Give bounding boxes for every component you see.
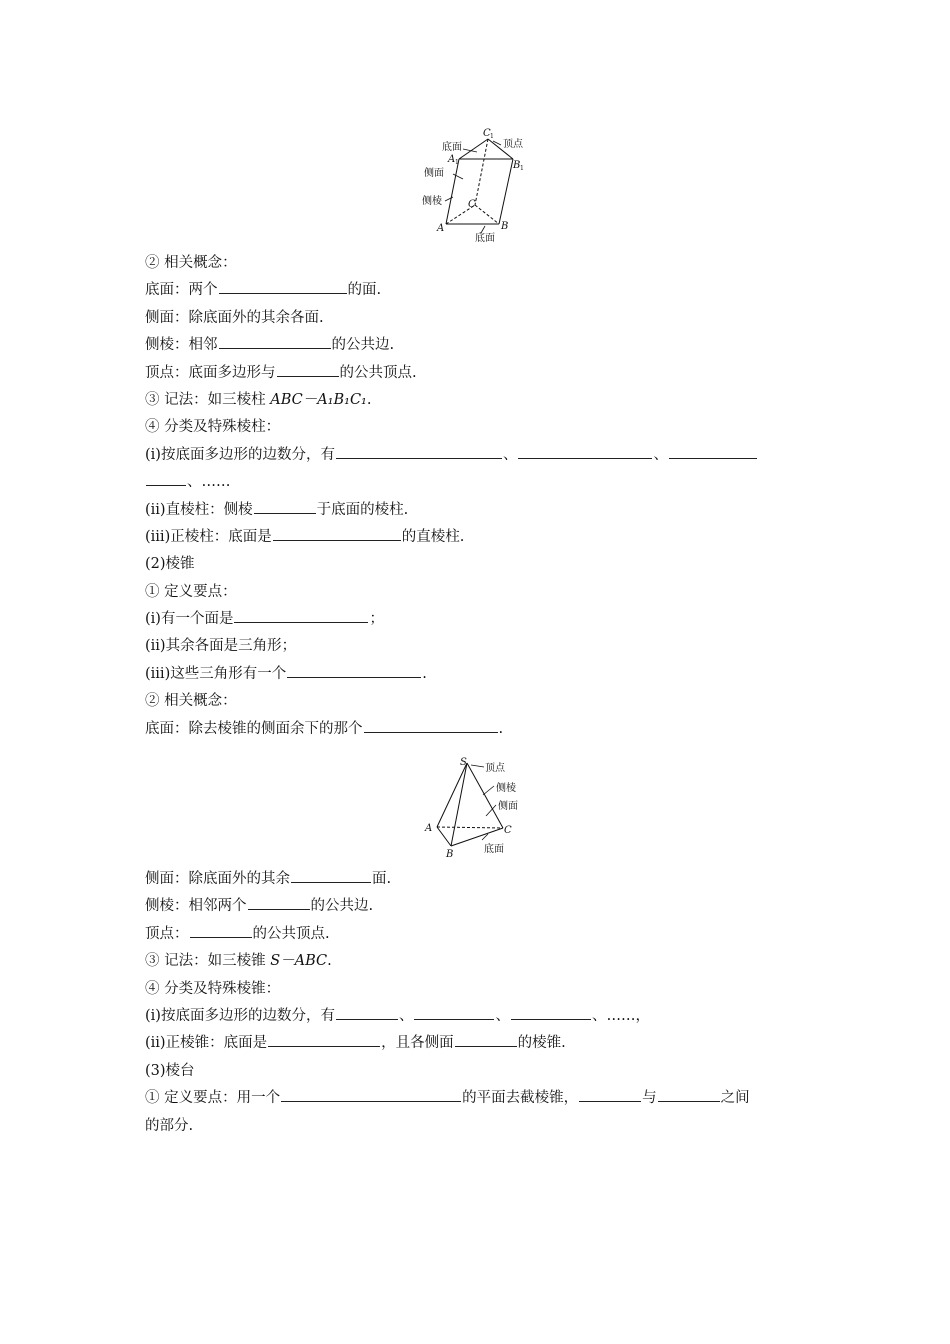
prism-c1-end: 、…… — [187, 474, 231, 491]
prism-edge-post: 的公共边. — [331, 337, 395, 354]
pyramid-d1-post: ； — [369, 611, 384, 628]
pyramid-label-lateral-edge: 侧棱 — [496, 783, 516, 794]
prism-label-lateral-edge: 侧棱 — [422, 196, 442, 207]
pyramid-d3-post: . — [422, 665, 427, 682]
prism-right-prism — [145, 497, 810, 524]
pyramid-title: (2)棱锥 — [145, 556, 195, 573]
answer-blank[interactable] — [455, 1032, 517, 1047]
pyramid-frustum-section — [145, 866, 810, 1140]
separator: 、 — [398, 1007, 414, 1024]
prism-edge-definition — [145, 332, 810, 359]
prism-point-a1: A — [448, 154, 456, 165]
prism-point-c1-sub: 1 — [490, 133, 494, 140]
separator: 、 — [653, 446, 668, 463]
prism-label-vertex: 顶点 — [503, 139, 523, 150]
pyramid-classify-by-sides — [145, 1003, 810, 1030]
pyramid-def-2: (ⅱ)其余各面是三角形； — [145, 638, 297, 655]
pyramid-base-definition — [145, 716, 810, 743]
prism-c2-pre: (ⅱ)直棱柱：侧棱 — [145, 501, 253, 518]
prism-notation-pre: ③ 记法：如三棱柱 — [145, 391, 271, 408]
pyramid-point-b: B — [446, 849, 454, 860]
pyramid-notation-post: . — [327, 953, 332, 970]
pyramid-diagram — [420, 755, 540, 861]
answer-blank[interactable] — [146, 471, 186, 486]
pyramid-regular — [145, 1030, 810, 1057]
prism-label-base-bottom: 底面 — [475, 233, 495, 244]
prism-c3-pre: (ⅲ)正棱柱：底面是 — [145, 528, 272, 545]
pyramid-figure — [420, 755, 540, 861]
answer-blank[interactable] — [219, 334, 331, 349]
prism-vertex-definition — [145, 360, 810, 387]
answer-blank[interactable] — [248, 895, 310, 910]
pyramid-notation-pre: ③ 记法：如三棱锥 — [145, 953, 271, 970]
pyramid-point-c: C — [504, 825, 512, 836]
prism-figure — [415, 125, 535, 247]
prism-vertex-pre: 顶点：底面多边形与 — [145, 364, 276, 381]
prism-point-b: B — [501, 221, 509, 232]
pyramid-label-base: 底面 — [484, 844, 504, 855]
answer-blank[interactable] — [291, 868, 371, 883]
pyramid-point-a: A — [425, 823, 433, 834]
answer-blank[interactable] — [287, 663, 421, 678]
pyramid-d3-pre: (ⅲ)这些三角形有一个 — [145, 665, 287, 682]
prism-base-post: 的面. — [347, 282, 382, 299]
pyramid-label-lateral-face: 侧面 — [498, 801, 518, 812]
pyramid-lateral-post: 面. — [372, 871, 392, 887]
pyramid-c2-post: 的棱锥. — [517, 1035, 566, 1052]
pyramid-classify-heading: ④ 分类及特殊棱锥： — [145, 980, 281, 997]
answer-blank[interactable] — [254, 499, 316, 514]
prism-label-base-top: 底面 — [442, 142, 462, 153]
prism-point-c: C — [468, 199, 476, 210]
prism-vertex-post: 的公共顶点. — [339, 364, 417, 381]
prism-c1-pre: (ⅰ)按底面多边形的边数分，有 — [145, 446, 335, 463]
pyramid-lateral-definition — [145, 866, 810, 893]
answer-blank[interactable] — [414, 1005, 494, 1020]
answer-blank[interactable] — [579, 1087, 641, 1102]
pyramid-edge-definition — [145, 893, 810, 920]
prism-concepts-heading: ② 相关概念： — [145, 255, 237, 271]
frustum-title: (3)棱台 — [145, 1062, 195, 1079]
prism-c3-post: 的直棱柱. — [401, 528, 465, 545]
prism-base-pre: 底面：两个 — [145, 282, 218, 299]
frustum-definition-cont: 的部分. — [145, 1117, 194, 1134]
prism-regular-prism — [145, 524, 810, 551]
separator: 、 — [502, 446, 518, 463]
pyramid-c2-mid: ，且各侧面 — [381, 1035, 454, 1052]
pyramid-point-s: S — [460, 757, 467, 768]
prism-edge-pre: 侧棱：相邻 — [145, 337, 218, 354]
pyramid-concepts-heading: ② 相关概念： — [145, 693, 237, 710]
prism-label-lateral-face: 侧面 — [424, 168, 444, 179]
frustum-def-mid: 的平面去截棱锥， — [462, 1090, 579, 1107]
pyramid-vertex-post: 的公共顶点. — [252, 925, 330, 942]
pyramid-base-post: . — [498, 720, 504, 737]
pyramid-edge-pre: 侧棱：相邻两个 — [145, 898, 247, 915]
answer-blank[interactable] — [219, 279, 347, 294]
prism-classify-by-sides — [145, 442, 810, 469]
prism-classify-heading: ④ 分类及特殊棱柱： — [145, 419, 281, 436]
pyramid-def-1 — [145, 606, 810, 633]
answer-blank[interactable] — [511, 1005, 591, 1020]
answer-blank[interactable] — [234, 608, 368, 623]
separator: 、 — [495, 1007, 510, 1024]
prism-notation — [145, 387, 810, 414]
answer-blank[interactable] — [190, 923, 252, 938]
pyramid-edge-post: 的公共边. — [310, 898, 374, 915]
answer-blank[interactable] — [364, 718, 498, 733]
answer-blank[interactable] — [658, 1087, 720, 1102]
pyramid-notation — [145, 948, 810, 975]
prism-classify-by-sides-cont — [145, 469, 810, 496]
pyramid-c2-pre: (ⅱ)正棱锥：底面是 — [145, 1035, 268, 1052]
answer-blank[interactable] — [281, 1087, 461, 1102]
prism-notation-post: . — [366, 391, 372, 408]
pyramid-definition-heading: ① 定义要点： — [145, 583, 237, 600]
answer-blank[interactable] — [518, 444, 652, 459]
prism-lateral-definition: 侧面：除底面外的其余各面. — [145, 309, 324, 326]
pyramid-def-3 — [145, 661, 810, 688]
answer-blank[interactable] — [277, 362, 339, 377]
prism-point-a1-sub: 1 — [455, 159, 459, 166]
pyramid-vertex-pre: 顶点： — [145, 925, 189, 942]
pyramid-base-pre: 底面：除去棱锥的侧面余下的那个 — [145, 720, 363, 737]
prism-notation-math: ABC－A₁B₁C₁ — [270, 391, 367, 408]
answer-blank[interactable] — [273, 526, 401, 541]
answer-blank[interactable] — [336, 444, 502, 459]
prism-diagram — [415, 125, 535, 247]
frustum-def-and: 与 — [642, 1090, 657, 1107]
prism-base-definition — [145, 277, 810, 304]
pyramid-label-vertex: 顶点 — [485, 763, 505, 774]
prism-point-a: A — [437, 223, 445, 234]
answer-blank[interactable] — [669, 444, 757, 459]
pyramid-notation-math: S－ABC — [270, 953, 328, 970]
answer-blank[interactable] — [268, 1032, 380, 1047]
answer-blank[interactable] — [336, 1005, 398, 1020]
pyramid-c1-pre: (ⅰ)按底面多边形的边数分，有 — [145, 1007, 335, 1024]
prism-point-c1: C — [483, 128, 491, 139]
pyramid-lateral-pre: 侧面：除底面外的其余 — [145, 871, 290, 887]
frustum-def-pre: ① 定义要点：用一个 — [145, 1090, 281, 1107]
prism-concepts-section — [145, 250, 810, 743]
frustum-definition — [145, 1085, 810, 1112]
pyramid-d1-pre: (ⅰ)有一个面是 — [145, 611, 234, 628]
frustum-def-post: 之间 — [720, 1090, 750, 1107]
prism-c2-post: 于底面的棱柱. — [316, 501, 409, 518]
pyramid-c1-end: 、……， — [591, 1007, 650, 1024]
pyramid-vertex-definition — [145, 921, 810, 948]
prism-point-b1-sub: 1 — [520, 165, 524, 172]
prism-point-b1: B — [513, 160, 521, 171]
